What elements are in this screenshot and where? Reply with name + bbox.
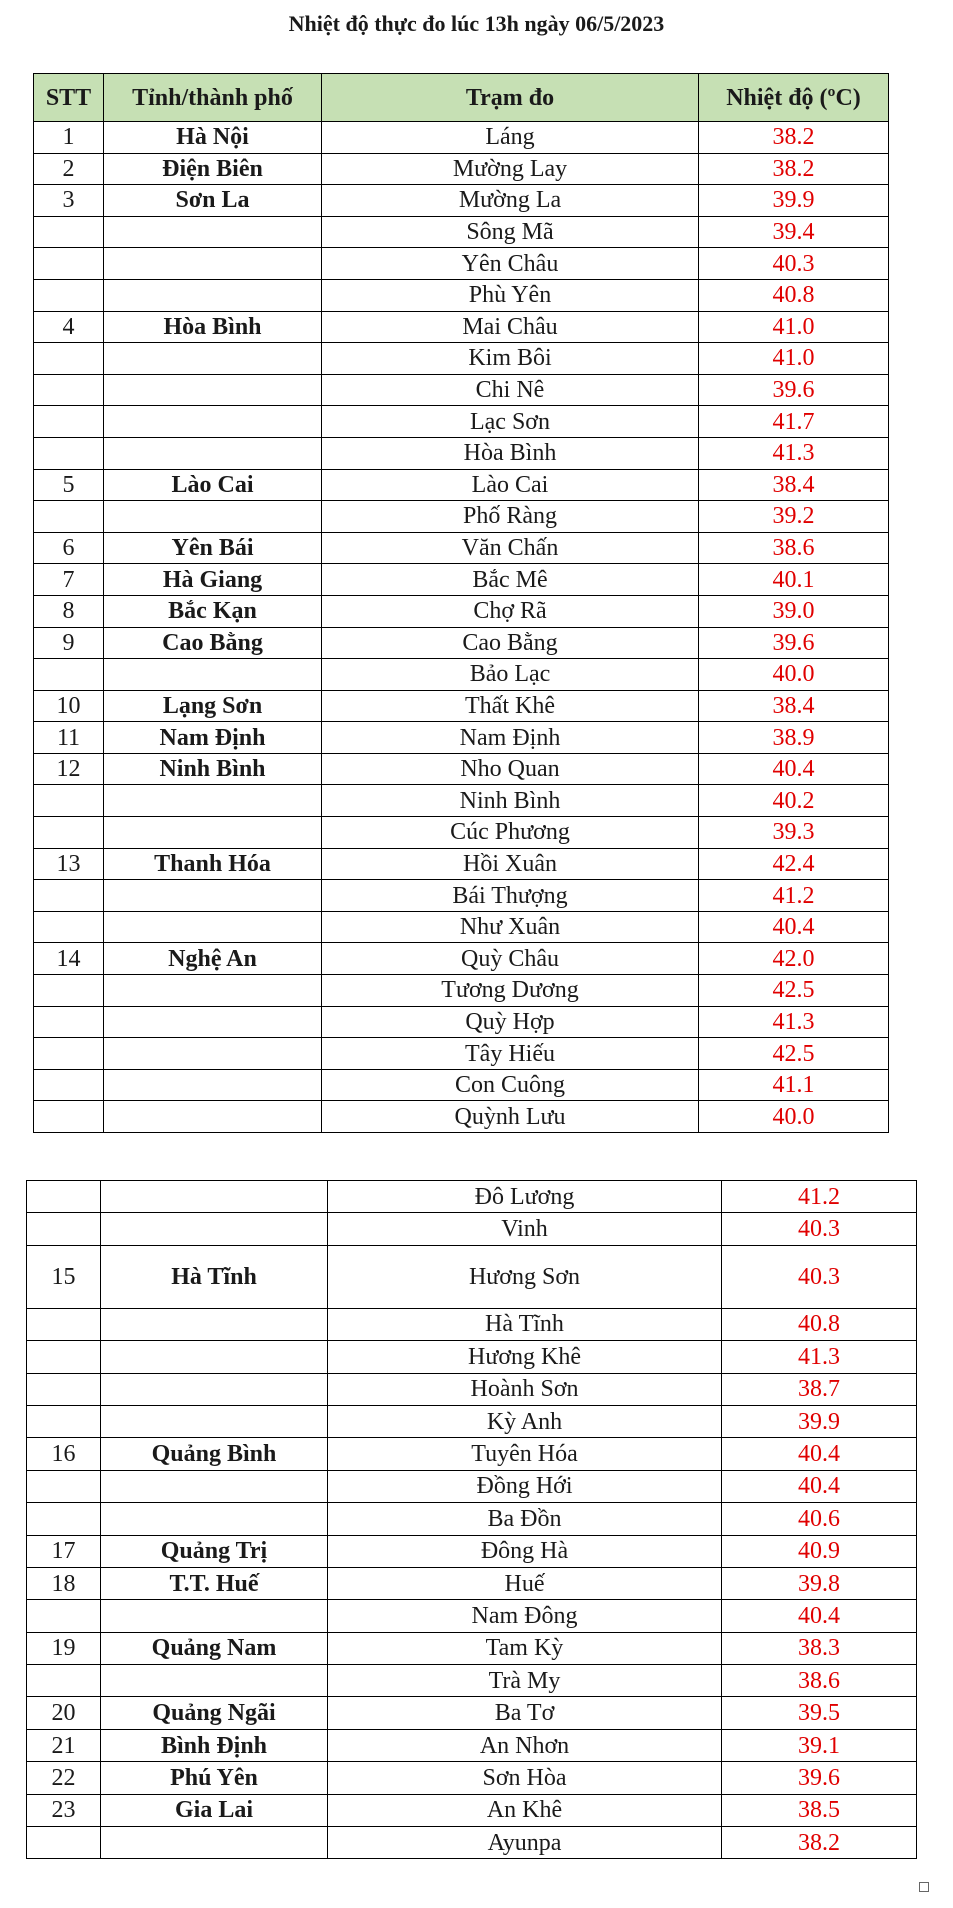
station-cell: Tây Hiếu (322, 1038, 699, 1070)
province-cell: Cao Bằng (104, 627, 322, 659)
header-temperature: Nhiệt độ (ºC) (699, 74, 889, 122)
table-row (27, 1600, 917, 1632)
table-row (34, 185, 889, 217)
temperature-cell: 40.4 (699, 911, 889, 943)
table-row (34, 817, 889, 849)
province-cell (104, 501, 322, 533)
province-cell (101, 1181, 328, 1213)
stt-cell (34, 374, 104, 406)
station-cell: Quỳ Hợp (322, 1006, 699, 1038)
stt-cell: 10 (34, 690, 104, 722)
table-header-row (34, 74, 889, 122)
temperature-cell: 38.3 (722, 1632, 917, 1664)
stt-cell (34, 437, 104, 469)
table-row (34, 1038, 889, 1070)
table-row (27, 1697, 917, 1729)
temperature-cell: 40.4 (699, 753, 889, 785)
province-cell: Quảng Trị (101, 1535, 328, 1567)
stt-cell: 7 (34, 564, 104, 596)
station-cell: Mường Lay (322, 153, 699, 185)
station-cell: Sông Mã (322, 216, 699, 248)
table-row (34, 595, 889, 627)
station-cell: Hòa Bình (322, 437, 699, 469)
temperature-cell: 40.6 (722, 1503, 917, 1535)
temperature-cell: 40.3 (699, 248, 889, 280)
station-cell: Bảo Lạc (322, 659, 699, 691)
province-cell: Lạng Sơn (104, 690, 322, 722)
table-row (27, 1794, 917, 1826)
header-stt: STT (34, 74, 104, 122)
temperature-cell: 39.1 (722, 1729, 917, 1761)
table-row (27, 1762, 917, 1794)
temperature-cell: 40.4 (722, 1438, 917, 1470)
province-cell (104, 406, 322, 438)
temperature-cell: 39.6 (699, 627, 889, 659)
stt-cell: 19 (27, 1632, 101, 1664)
temperature-cell: 39.5 (722, 1697, 917, 1729)
temperature-cell: 42.4 (699, 848, 889, 880)
temperature-cell: 40.1 (699, 564, 889, 596)
province-cell (101, 1308, 328, 1340)
province-cell (101, 1341, 328, 1373)
temperature-cell: 39.8 (722, 1567, 917, 1599)
temperature-cell: 38.6 (722, 1665, 917, 1697)
province-cell: Bình Định (101, 1729, 328, 1761)
province-cell (101, 1213, 328, 1245)
table-row (34, 122, 889, 154)
table-row (34, 248, 889, 280)
temperature-cell: 38.6 (699, 532, 889, 564)
stt-cell (34, 1101, 104, 1133)
stt-cell: 23 (27, 1794, 101, 1826)
province-cell: Bắc Kạn (104, 595, 322, 627)
table-row (27, 1373, 917, 1405)
table-row (27, 1341, 917, 1373)
province-cell (101, 1665, 328, 1697)
province-cell (101, 1405, 328, 1437)
table-row (34, 469, 889, 501)
stt-cell (27, 1600, 101, 1632)
table-row (27, 1308, 917, 1340)
header-province: Tỉnh/thành phố (104, 74, 322, 122)
station-cell: Hồi Xuân (322, 848, 699, 880)
province-cell: Phú Yên (101, 1762, 328, 1794)
province-cell (104, 216, 322, 248)
stt-cell: 5 (34, 469, 104, 501)
station-cell: Đồng Hới (328, 1470, 722, 1502)
table-row (34, 1101, 889, 1133)
station-cell: Tam Kỳ (328, 1632, 722, 1664)
station-cell: Đô Lương (328, 1181, 722, 1213)
temperature-cell: 39.3 (699, 817, 889, 849)
station-cell: Cao Bằng (322, 627, 699, 659)
stt-cell (34, 1006, 104, 1038)
table-row (27, 1470, 917, 1502)
temperature-cell: 40.8 (722, 1308, 917, 1340)
stt-cell (27, 1213, 101, 1245)
station-cell: Nho Quan (322, 753, 699, 785)
temperature-cell: 38.5 (722, 1794, 917, 1826)
table-resize-handle[interactable] (919, 1882, 929, 1892)
province-cell: Lào Cai (104, 469, 322, 501)
temperature-cell: 41.0 (699, 311, 889, 343)
table-row (34, 627, 889, 659)
temperature-cell: 40.0 (699, 1101, 889, 1133)
province-cell: Quảng Ngãi (101, 1697, 328, 1729)
station-cell: Yên Châu (322, 248, 699, 280)
stt-cell: 9 (34, 627, 104, 659)
temperature-cell: 40.2 (699, 785, 889, 817)
table-row (34, 659, 889, 691)
station-cell: Thất Khê (322, 690, 699, 722)
stt-cell: 4 (34, 311, 104, 343)
stt-cell: 21 (27, 1729, 101, 1761)
province-cell (104, 374, 322, 406)
station-cell: Láng (322, 122, 699, 154)
stt-cell (27, 1181, 101, 1213)
stt-cell: 11 (34, 722, 104, 754)
station-cell: Trà My (328, 1665, 722, 1697)
station-cell: Mường La (322, 185, 699, 217)
stt-cell (27, 1373, 101, 1405)
table-row (27, 1535, 917, 1567)
station-cell: Huế (328, 1567, 722, 1599)
station-cell: Con Cuông (322, 1069, 699, 1101)
province-cell (104, 975, 322, 1007)
temperature-cell: 42.0 (699, 943, 889, 975)
temperature-cell: 38.4 (699, 469, 889, 501)
stt-cell (34, 501, 104, 533)
station-cell: Ninh Bình (322, 785, 699, 817)
station-cell: Hoành Sơn (328, 1373, 722, 1405)
stt-cell: 1 (34, 122, 104, 154)
table-row (27, 1567, 917, 1599)
temperature-cell: 41.0 (699, 343, 889, 375)
temperature-cell: 40.8 (699, 279, 889, 311)
temperature-table-part-1 (33, 73, 889, 1133)
province-cell (104, 1038, 322, 1070)
province-cell: Hà Giang (104, 564, 322, 596)
temperature-cell: 38.2 (699, 153, 889, 185)
temperature-cell: 41.3 (722, 1341, 917, 1373)
station-cell: Sơn Hòa (328, 1762, 722, 1794)
province-cell: Nghệ An (104, 943, 322, 975)
station-cell: Phù Yên (322, 279, 699, 311)
stt-cell (27, 1308, 101, 1340)
temperature-cell: 39.9 (722, 1405, 917, 1437)
table-row (34, 311, 889, 343)
province-cell (104, 817, 322, 849)
temperature-cell: 41.2 (722, 1181, 917, 1213)
table-row (34, 437, 889, 469)
temperature-cell: 38.2 (699, 122, 889, 154)
table-row (34, 722, 889, 754)
province-cell (104, 880, 322, 912)
stt-cell (34, 911, 104, 943)
station-cell: Mai Châu (322, 311, 699, 343)
stt-cell (34, 343, 104, 375)
province-cell: Gia Lai (101, 1794, 328, 1826)
province-cell: Thanh Hóa (104, 848, 322, 880)
province-cell (104, 437, 322, 469)
table-row (27, 1503, 917, 1535)
province-cell (101, 1827, 328, 1859)
temperature-cell: 41.1 (699, 1069, 889, 1101)
table-row (34, 1006, 889, 1038)
table-row (27, 1245, 917, 1308)
province-cell (104, 1069, 322, 1101)
stt-cell: 8 (34, 595, 104, 627)
station-cell: Bái Thượng (322, 880, 699, 912)
table-row (34, 943, 889, 975)
temperature-cell: 39.4 (699, 216, 889, 248)
header-station: Trạm đo (322, 74, 699, 122)
stt-cell: 18 (27, 1567, 101, 1599)
station-cell: Quỳnh Lưu (322, 1101, 699, 1133)
province-cell (104, 279, 322, 311)
table-row (27, 1632, 917, 1664)
temperature-cell: 38.7 (722, 1373, 917, 1405)
stt-cell (34, 975, 104, 1007)
temperature-cell: 40.3 (722, 1213, 917, 1245)
temperature-cell: 39.6 (699, 374, 889, 406)
station-cell: Tương Dương (322, 975, 699, 1007)
table-row (34, 216, 889, 248)
stt-cell (34, 248, 104, 280)
stt-cell (34, 817, 104, 849)
stt-cell: 22 (27, 1762, 101, 1794)
stt-cell: 6 (34, 532, 104, 564)
temperature-cell: 40.9 (722, 1535, 917, 1567)
table-row (34, 343, 889, 375)
temperature-cell: 40.4 (722, 1470, 917, 1502)
station-cell: Đông Hà (328, 1535, 722, 1567)
station-cell: An Khê (328, 1794, 722, 1826)
table-row (27, 1181, 917, 1213)
station-cell: Kỳ Anh (328, 1405, 722, 1437)
province-cell (101, 1503, 328, 1535)
province-cell: Hà Tĩnh (101, 1245, 328, 1308)
table-row (27, 1438, 917, 1470)
temperature-cell: 39.2 (699, 501, 889, 533)
table-row (27, 1213, 917, 1245)
temperature-table-part-2 (26, 1180, 917, 1859)
station-cell: Vinh (328, 1213, 722, 1245)
page-title: Nhiệt độ thực đo lúc 13h ngày 06/5/2023 (288, 11, 665, 36)
province-cell: Điện Biên (104, 153, 322, 185)
stt-cell (34, 1038, 104, 1070)
stt-cell: 12 (34, 753, 104, 785)
table-row (34, 753, 889, 785)
province-cell (104, 1006, 322, 1038)
temperature-cell: 39.0 (699, 595, 889, 627)
province-cell: Yên Bái (104, 532, 322, 564)
stt-cell (34, 880, 104, 912)
temperature-cell: 39.9 (699, 185, 889, 217)
temperature-cell: 41.3 (699, 437, 889, 469)
stt-cell (27, 1827, 101, 1859)
temperature-cell: 38.2 (722, 1827, 917, 1859)
table-row (27, 1405, 917, 1437)
stt-cell (34, 785, 104, 817)
temperature-cell: 42.5 (699, 975, 889, 1007)
province-cell (101, 1600, 328, 1632)
station-cell: Chợ Rã (322, 595, 699, 627)
table-row (34, 975, 889, 1007)
province-cell: Hà Nội (104, 122, 322, 154)
table-row (34, 153, 889, 185)
temperature-cell: 41.7 (699, 406, 889, 438)
table-row (27, 1827, 917, 1859)
temperature-cell: 41.2 (699, 880, 889, 912)
station-cell: Nam Đông (328, 1600, 722, 1632)
province-cell (101, 1373, 328, 1405)
temperature-cell: 38.9 (699, 722, 889, 754)
stt-cell (27, 1405, 101, 1437)
province-cell (104, 1101, 322, 1133)
temperature-cell: 38.4 (699, 690, 889, 722)
stt-cell (34, 1069, 104, 1101)
table-row (34, 279, 889, 311)
table-row (27, 1665, 917, 1697)
temperature-cell: 40.4 (722, 1600, 917, 1632)
stt-cell: 17 (27, 1535, 101, 1567)
stt-cell (27, 1665, 101, 1697)
stt-cell: 15 (27, 1245, 101, 1308)
station-cell: Ba Tơ (328, 1697, 722, 1729)
table-row (34, 690, 889, 722)
province-cell: Quảng Bình (101, 1438, 328, 1470)
stt-cell: 3 (34, 185, 104, 217)
stt-cell: 14 (34, 943, 104, 975)
station-cell: Cúc Phương (322, 817, 699, 849)
stt-cell (34, 406, 104, 438)
stt-cell (27, 1470, 101, 1502)
stt-cell (34, 659, 104, 691)
province-cell: Nam Định (104, 722, 322, 754)
station-cell: Ayunpa (328, 1827, 722, 1859)
table-row (34, 406, 889, 438)
table-row (34, 911, 889, 943)
temperature-cell: 40.0 (699, 659, 889, 691)
temperature-cell: 41.3 (699, 1006, 889, 1038)
province-cell: T.T. Huế (101, 1567, 328, 1599)
station-cell: Tuyên Hóa (328, 1438, 722, 1470)
table-row (34, 374, 889, 406)
province-cell (104, 343, 322, 375)
station-cell: Hà Tĩnh (328, 1308, 722, 1340)
station-cell: Như Xuân (322, 911, 699, 943)
station-cell: Kim Bôi (322, 343, 699, 375)
province-cell: Hòa Bình (104, 311, 322, 343)
province-cell: Quảng Nam (101, 1632, 328, 1664)
province-cell: Sơn La (104, 185, 322, 217)
province-cell (104, 911, 322, 943)
province-cell: Ninh Bình (104, 753, 322, 785)
stt-cell (27, 1503, 101, 1535)
temperature-cell: 40.3 (722, 1245, 917, 1308)
stt-cell: 20 (27, 1697, 101, 1729)
temperature-cell: 39.6 (722, 1762, 917, 1794)
province-cell (104, 248, 322, 280)
temperature-cell: 42.5 (699, 1038, 889, 1070)
table-row (34, 1069, 889, 1101)
table-row (34, 532, 889, 564)
table-row (27, 1729, 917, 1761)
table-row (34, 848, 889, 880)
province-cell (101, 1470, 328, 1502)
stt-cell: 2 (34, 153, 104, 185)
stt-cell (34, 279, 104, 311)
station-cell: An Nhơn (328, 1729, 722, 1761)
table-row (34, 564, 889, 596)
table-row (34, 785, 889, 817)
province-cell (104, 659, 322, 691)
stt-cell (34, 216, 104, 248)
station-cell: Lạc Sơn (322, 406, 699, 438)
station-cell: Nam Định (322, 722, 699, 754)
province-cell (104, 785, 322, 817)
table-row (34, 501, 889, 533)
station-cell: Hương Khê (328, 1341, 722, 1373)
station-cell: Bắc Mê (322, 564, 699, 596)
stt-cell (27, 1341, 101, 1373)
station-cell: Hương Sơn (328, 1245, 722, 1308)
station-cell: Chi Nê (322, 374, 699, 406)
table-row (34, 880, 889, 912)
station-cell: Lào Cai (322, 469, 699, 501)
station-cell: Ba Đồn (328, 1503, 722, 1535)
station-cell: Văn Chấn (322, 532, 699, 564)
station-cell: Quỳ Châu (322, 943, 699, 975)
station-cell: Phố Ràng (322, 501, 699, 533)
stt-cell: 13 (34, 848, 104, 880)
stt-cell: 16 (27, 1438, 101, 1470)
